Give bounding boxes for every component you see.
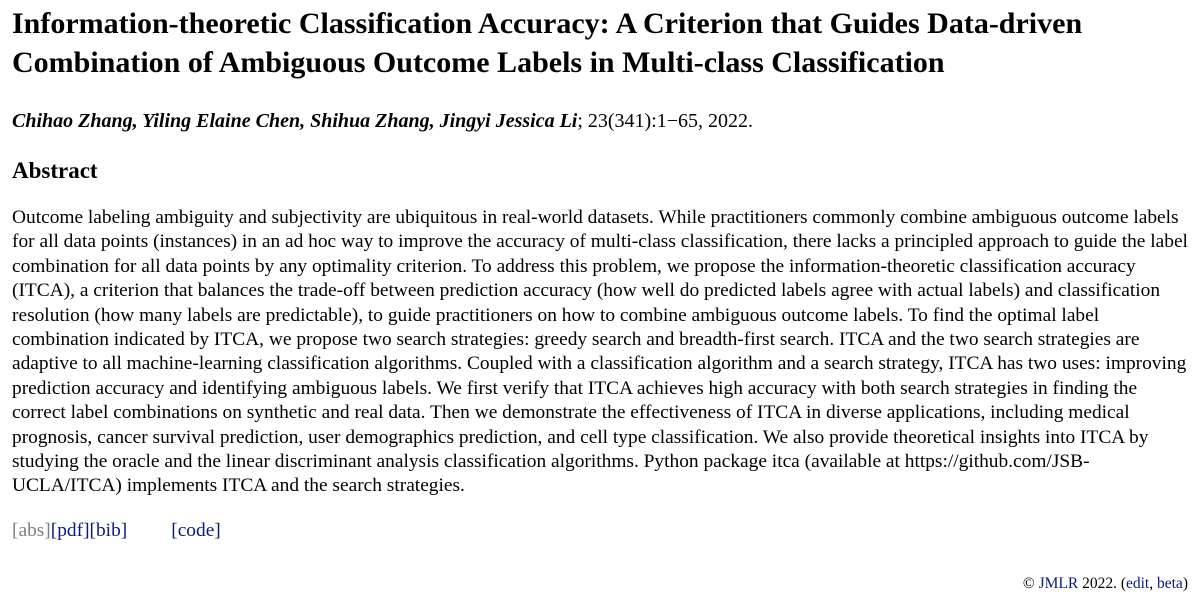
abs-link: [abs] [12, 519, 51, 541]
footer-separator: , [1149, 575, 1157, 592]
resource-links [12, 519, 1188, 543]
beta-link[interactable]: beta [1157, 575, 1183, 592]
abstract-heading: Abstract [12, 158, 98, 183]
authors-citation-line [12, 108, 1188, 134]
citation-info: ; 23(341):1−65, 2022. [577, 110, 754, 132]
paper-title: Information-theoretic Classification Accuracy: A Criterion that Guides Data-driven Combination of Ambiguous Outcome Labels in Multi-class Classification [12, 7, 1083, 79]
jmlr-link[interactable]: JMLR [1038, 575, 1079, 592]
bib-link[interactable]: [bib] [89, 519, 128, 541]
pdf-link[interactable]: [pdf] [50, 519, 90, 541]
abstract-text: Outcome labeling ambiguity and subjectivity are ubiquitous in real-world datasets. While practitioners commonly combine ambiguous outcome labels for all data points (instances) in an ad hoc way to improve the accuracy of multi-class classification, there lacks a principled approach to guide the label combination for all data points by any optimality criterion. To address this problem, we propose the information-theoretic classification accuracy (ITCA), a criterion that balances the trade-off between prediction accuracy (how well do predicted labels agree with actual labels) and classification resolution (how many labels are predictable), to guide practitioners on how to combine ambiguous outcome labels. To find the optimal label combination indicated by ITCA, we propose two search strategies: greedy search and breadth-first search. ITCA and the two search strategies are adaptive to all machine-learning classification algorithms. Coupled with a classification algorithm and a search strategy, ITCA has two uses: improving prediction accuracy and identifying ambiguous labels. We first verify that ITCA achieves high accuracy with both search strategies in finding the correct label combinations on synthetic and real data. Then we demonstrate the effectiveness of ITCA in diverse applications, including medical prognosis, cancer survival prediction, user demographics prediction, and cell type classification. We also provide theoretical insights into ITCA by studying the oracle and the linear discriminant analysis classification algorithms. Python package itca (available at https://github.com/JSB-UCLA/ITCA) implements ITCA and the search strategies. [12, 207, 1188, 497]
copyright-symbol: © [1022, 575, 1035, 592]
edit-link[interactable]: edit [1126, 575, 1150, 592]
code-link[interactable]: [code] [171, 519, 221, 541]
footer-year: 2022. ( [1082, 575, 1126, 592]
copyright-footer [1023, 574, 1188, 594]
author-list: Chihao Zhang, Yiling Elaine Chen, Shihua Zhang, Jingyi Jessica Li [12, 110, 578, 132]
footer-close: ) [1182, 575, 1188, 592]
